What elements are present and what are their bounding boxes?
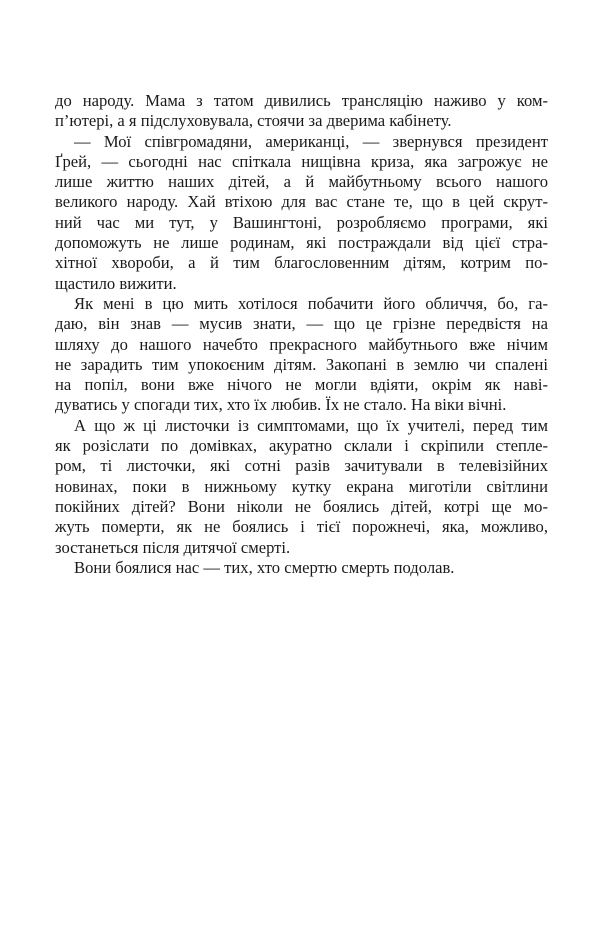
text-line: даю, він знав — мусив знати, — що це грізне передвістя на	[55, 314, 548, 334]
text-line: дуватись у спогади тих, хто їх любив. Їх не стало. На віки вічні.	[55, 395, 507, 415]
text-line: хітної хвороби, а й тим благословенним дітям, котрим по-	[55, 253, 548, 273]
text-line: зостанеться після дитячої смерті.	[55, 537, 291, 557]
text-line: лише життю наших дітей, а й майбутньому всього нашого	[55, 172, 548, 192]
text-line: шляху до нашого начебто прекрасного майбутнього вже нічим	[55, 334, 548, 354]
text-line: на попіл, вони вже нічого не могли вдіяти, окрім як наві-	[55, 375, 548, 395]
text-line: п’ютері, а я підслуховувала, стоячи за дверима кабінету.	[55, 111, 452, 131]
text-line: — Мої співгромадяни, американці, — звернувся президент	[74, 131, 548, 151]
text-line: Вони боялися нас — тих, хто смертю смерть подолав.	[74, 557, 455, 577]
text-line: ний час ми тут, у Вашингтоні, розробляємо програми, які	[55, 212, 548, 232]
text-line: допоможуть не лише родинам, які постраждали від цієї стра-	[55, 233, 548, 253]
paragraph	[55, 416, 548, 558]
text-line: покійних дітей? Вони ніколи не боялись дітей, котрі ще мо-	[55, 496, 548, 516]
text-line: не зарадить тим упокоєним дітям. Закопані в землю чи спалені	[55, 354, 548, 374]
paragraph	[55, 294, 548, 416]
text-line: Як мені в цю мить хотілося побачити його обличчя, бо, га-	[74, 293, 548, 313]
paragraph	[55, 558, 548, 578]
text-line: жуть померти, як не боялись і тієї порожнечі, яка, можливо,	[55, 517, 548, 537]
paragraph	[55, 132, 548, 294]
text-line: великого народу. Хай втіхою для вас стане те, що в цей скрут-	[55, 192, 548, 212]
text-line: як розіслати по домівках, акуратно склали і скріпили степле-	[55, 436, 548, 456]
text-line: А що ж ці листочки із симптомами, що їх учителі, перед тим	[74, 415, 548, 435]
text-line: щастило вижити.	[55, 273, 177, 293]
text-line: ром, ті листочки, які сотні разів зачитували в телевізійних	[55, 456, 548, 476]
book-page-text	[55, 91, 548, 578]
paragraph	[55, 91, 548, 132]
text-line: новинах, поки в нижньому кутку екрана миготіли світлини	[55, 476, 548, 496]
text-line: до народу. Мама з татом дивились трансляцію наживо у ком-	[55, 91, 548, 110]
text-line: Ґрей, — сьогодні нас спіткала нищівна криза, яка загрожує не	[55, 151, 548, 171]
